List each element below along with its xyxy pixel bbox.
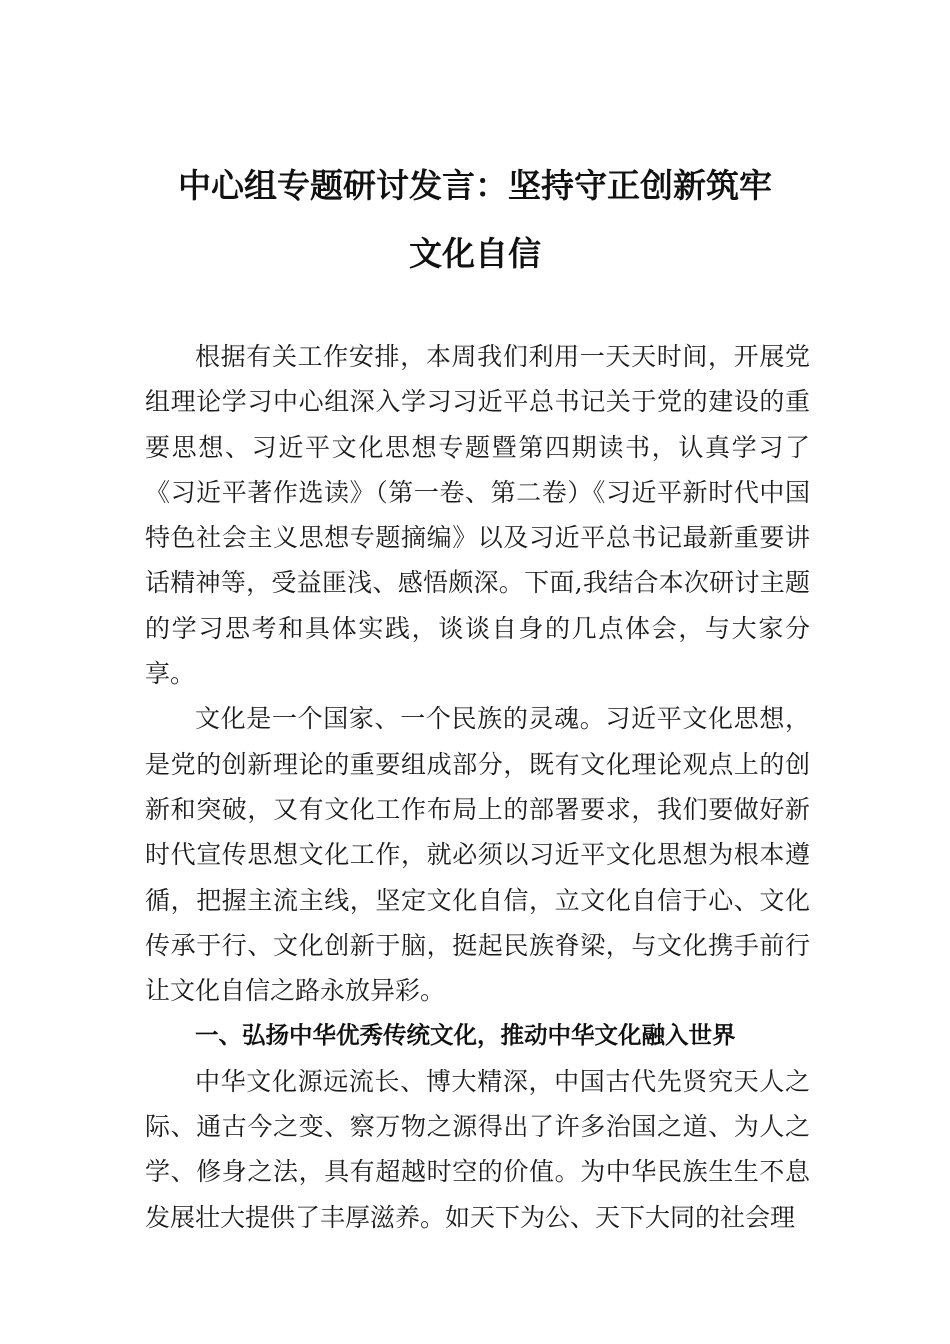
section-heading-1: 一、弘扬中华优秀传统文化，推动中华文化融入世界: [195, 1021, 736, 1050]
paragraph-intro: 根据有关工作安排，本周我们利用一天天时间，开展党组理论学习中心组深入学习习近平总书记关于党的建设的重要思想、习近平文化思想专题暨第四期读书，认真学习了《习近平著作选读》（第一卷、第二卷）《习近平新时代中国特色社会主义思想专题摘编》以及习近平总书记最新重要讲话精神等，受益匪浅、感悟颇深。下面,我结合本次研讨主题的学习思考和具体实践，谈谈自身的几点体会，与大家分享。: [145, 342, 810, 689]
document-title-line-2: 文化自信: [409, 234, 541, 273]
paragraph-section-1: 中华文化源远流长、博大精深，中国古代先贤究天人之际、通古今之变、察万物之源得出了许多治国之道、为人之学、修身之法，具有超越时空的价值。为中华民族生生不息发展壮大提供了丰厚滋养。如天下为公、天下大同的社会理: [145, 1066, 810, 1232]
document-body: [145, 334, 810, 1240]
paragraph-culture: 文化是一个国家、一个民族的灵魂。习近平文化思想，是党的创新理论的重要组成部分，既有文化理论观点上的创新和突破，又有文化工作布局上的部署要求，我们要做好新时代宣传思想文化工作，就必须以习近平文化思想为根本遵循，把握主流主线，坚定文化自信，立文化自信于心、文化传承于行、文化创新于脑，挺起民族脊梁，与文化携手前行让文化自信之路永放异彩。: [145, 704, 810, 1006]
document-title-line-1: 中心组专题研讨发言：坚持守正创新筑牢: [178, 166, 772, 205]
